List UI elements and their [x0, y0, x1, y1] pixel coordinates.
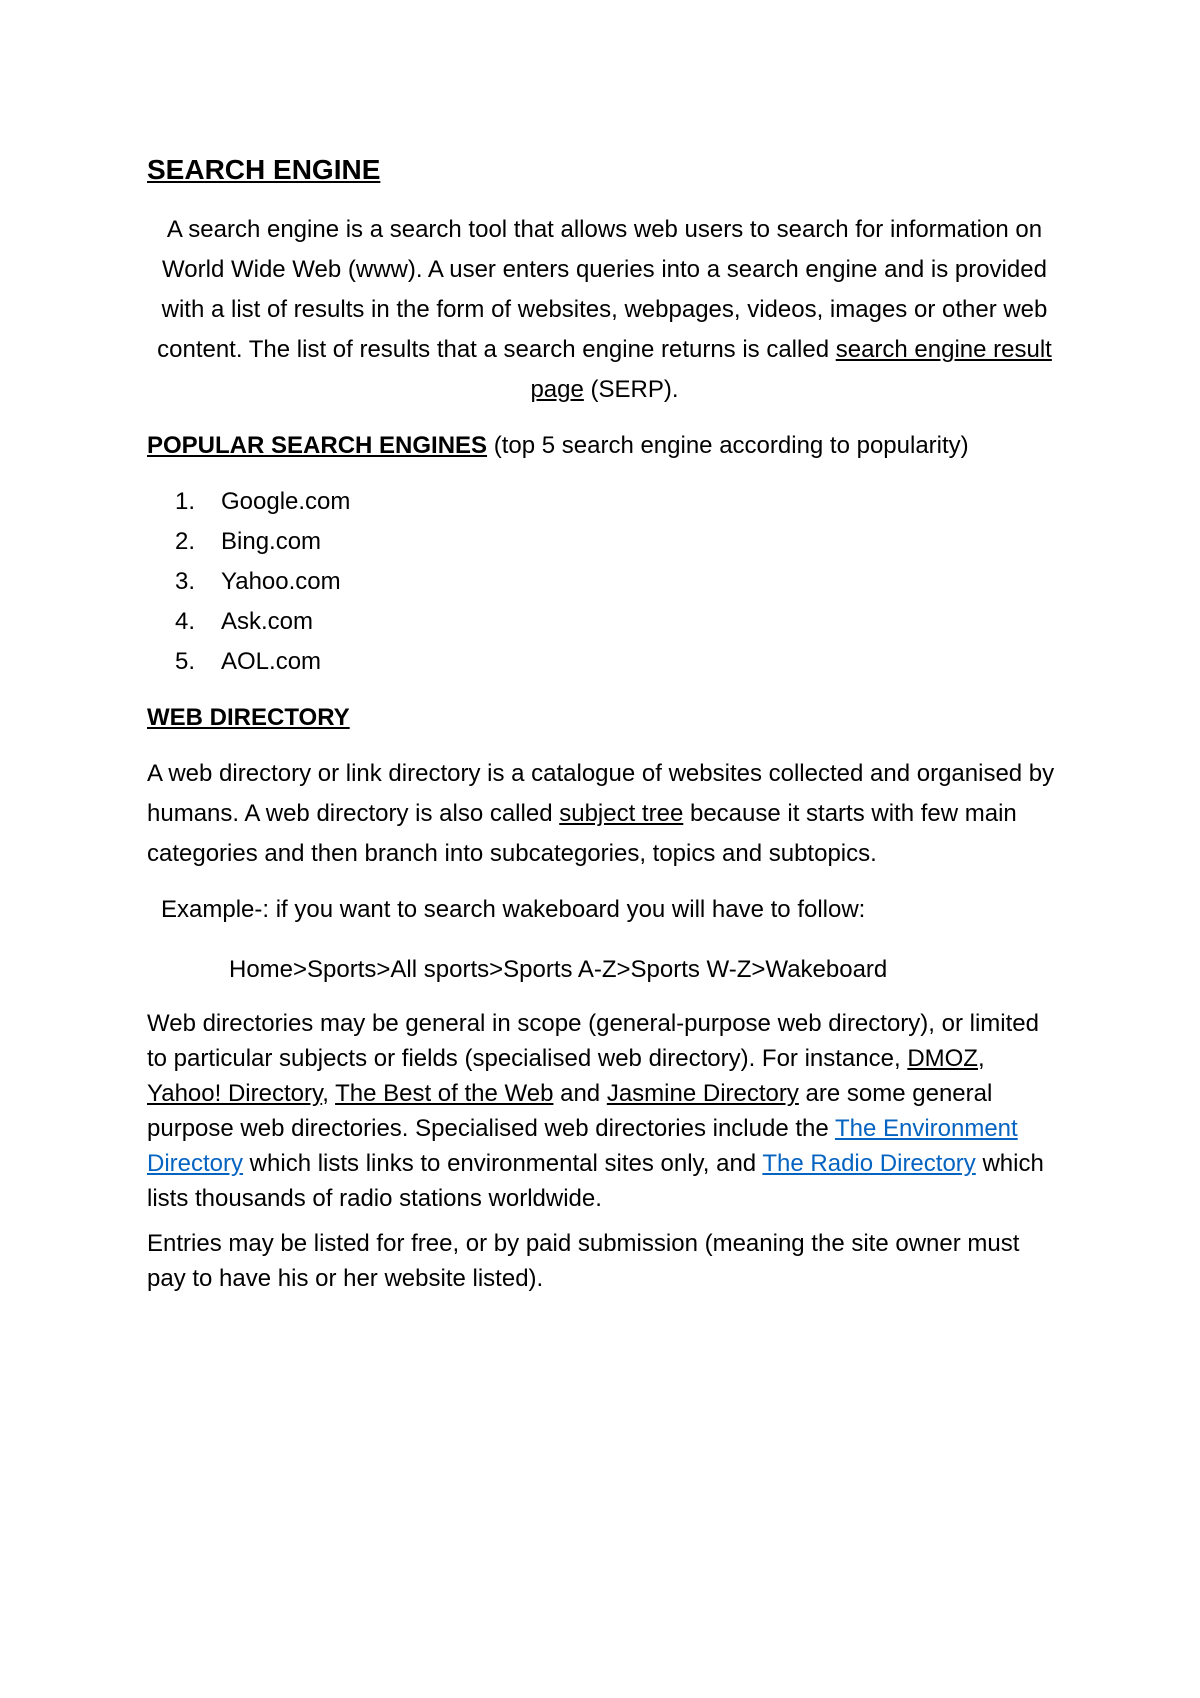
directories-text-2: are some general purpose web directories. Specialised web directories include the — [147, 1080, 993, 1142]
popular-heading: POPULAR SEARCH ENGINES — [147, 432, 488, 459]
popular-subtitle: (top 5 search engine according to popularity) — [487, 432, 969, 459]
separator: , — [977, 1045, 985, 1072]
list-label: Yahoo.com — [221, 568, 341, 595]
web-directory-text-2: because it starts with few main categories and then branch into subcategories, topics and subtopics. — [147, 800, 1017, 867]
popular-heading-line — [147, 426, 1062, 466]
serp-link[interactable]: search engine result page — [530, 336, 1052, 403]
directories-text-4: which lists thousands of radio stations worldwide. — [147, 1150, 1044, 1212]
web-directory-paragraph — [147, 754, 1062, 874]
web-directory-heading: WEB DIRECTORY — [147, 704, 350, 731]
jasmine-directory-link[interactable]: Jasmine Directory — [606, 1080, 799, 1107]
dmoz-link[interactable]: DMOZ — [907, 1045, 978, 1072]
list-number: 4. — [175, 608, 196, 635]
radio-directory-link[interactable]: The Radio Directory — [762, 1150, 976, 1177]
example-line: Example-: if you want to search wakeboard you will have to follow: — [161, 896, 866, 923]
list-number: 3. — [175, 568, 196, 595]
list-item — [147, 522, 1062, 562]
intro-text-2: (SERP). — [583, 376, 679, 403]
intro-paragraph — [147, 210, 1062, 410]
web-directory-text-1: A web directory or link directory is a catalogue of websites collected and organised by humans. A web directory is also called — [147, 760, 1055, 827]
directories-text-1: Web directories may be general in scope (general-purpose web directory), or limited to particular subjects or fields (specialised web directory). For instance, — [147, 1010, 1039, 1072]
list-number: 2. — [175, 528, 196, 555]
intro-text-1: A search engine is a search tool that allows web users to search for information on World Wide Web (www). A user enters queries into a search engine and is provided with a list of results in the form of websites, webpages, videos, images or other web content. The list of results that a search engine returns is called — [157, 216, 1048, 363]
list-label: Bing.com — [221, 528, 322, 555]
list-number: 5. — [175, 648, 196, 675]
yahoo-directory-link[interactable]: Yahoo! Directory — [147, 1080, 323, 1107]
best-of-the-web-link[interactable]: The Best of the Web — [335, 1080, 554, 1107]
search-engine-list — [147, 482, 1062, 682]
list-label: Google.com — [221, 488, 351, 515]
subject-tree-link[interactable]: subject tree — [559, 800, 684, 827]
directory-path: Home>Sports>All sports>Sports A-Z>Sports W-Z>Wakeboard — [229, 956, 888, 983]
list-item — [147, 642, 1062, 682]
directories-text-3: which lists links to environmental sites only, and — [243, 1150, 763, 1177]
environment-directory-link[interactable]: The Environment Directory — [147, 1115, 1018, 1177]
directories-paragraph — [147, 1006, 1062, 1216]
conjunction: and — [553, 1080, 607, 1107]
list-label: Ask.com — [221, 608, 314, 635]
list-label: AOL.com — [221, 648, 322, 675]
list-number: 1. — [175, 488, 196, 515]
separator: , — [322, 1080, 336, 1107]
entries-paragraph: Entries may be listed for free, or by paid submission (meaning the site owner must pay to have his or her website listed). — [147, 1230, 1020, 1292]
list-item — [147, 562, 1062, 602]
document-page — [147, 150, 1062, 1306]
list-item — [147, 482, 1062, 522]
page-title: SEARCH ENGINE — [147, 154, 381, 185]
web-directory-heading-line — [147, 698, 1062, 738]
list-item — [147, 602, 1062, 642]
